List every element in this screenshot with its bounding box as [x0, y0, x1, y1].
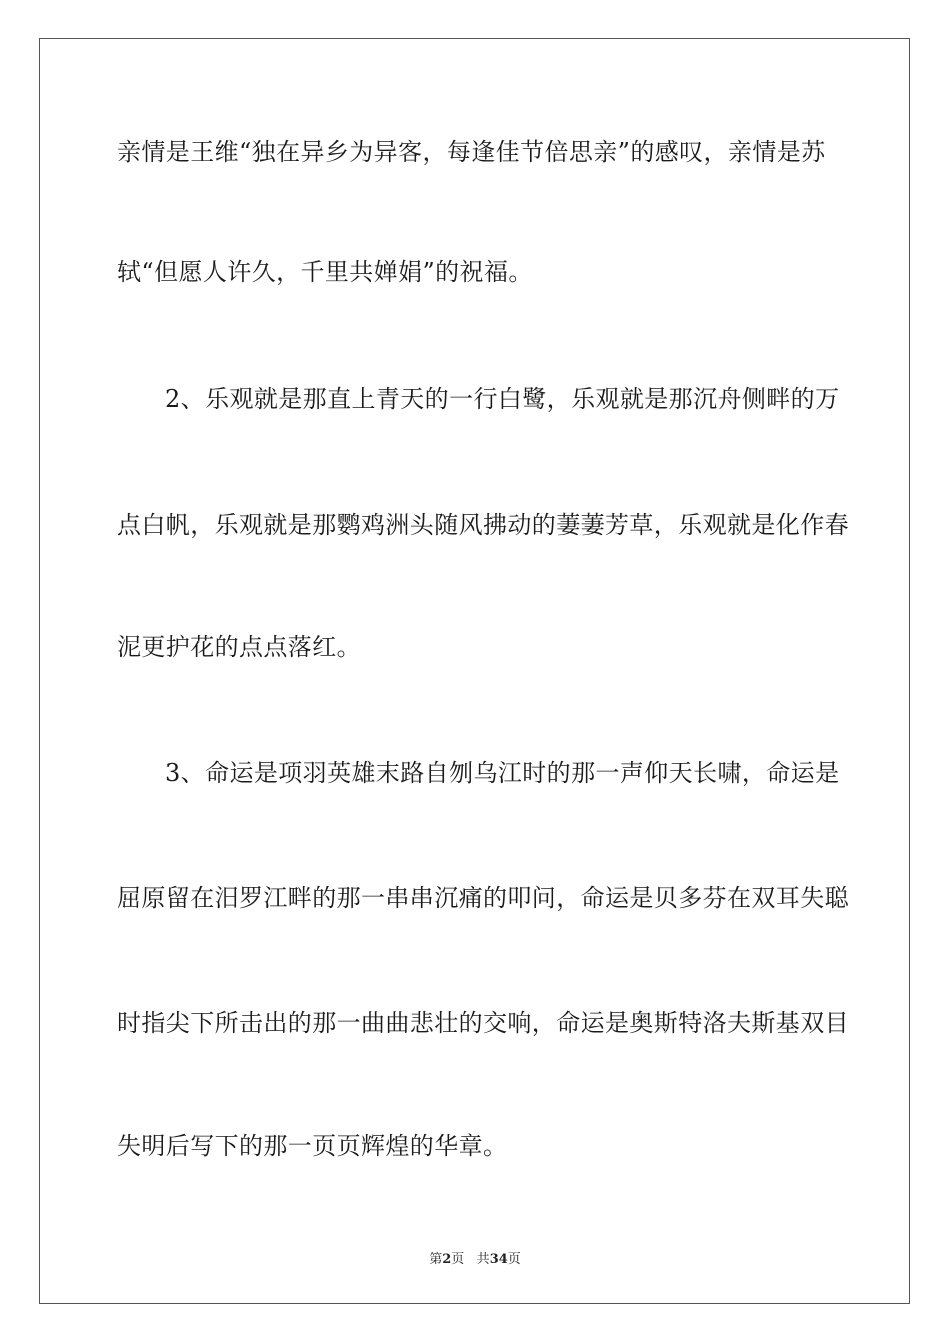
page-footer: [0, 1248, 950, 1267]
text-line-3: 2、乐观就是那直上青天的一行白鹭，乐观就是那沉舟侧畔的万: [165, 385, 840, 413]
text-line-8: 时指尖下所击出的那一曲曲悲壮的交响，命运是奥斯特洛夫斯基双目: [117, 1009, 849, 1037]
text-line-1: 亲情是王维“独在异乡为异客，每逢佳节倍思亲”的感叹，亲情是苏: [117, 138, 826, 166]
total-pages: 34: [489, 1252, 508, 1267]
text-line-9: 失明后写下的那一页页辉煌的华章。: [117, 1132, 508, 1160]
page-prefix: 第: [429, 1252, 443, 1267]
total-prefix: 共: [476, 1252, 490, 1267]
text-line-4: 点白帆，乐观就是那鹦鸡洲头随风拂动的萋萋芳草，乐观就是化作春: [117, 511, 849, 539]
total-suffix: 页: [507, 1252, 521, 1267]
text-line-6: 3、命运是项羽英雄末路自刎乌江时的那一声仰天长啸，命运是: [165, 759, 840, 787]
text-line-5: 泥更护花的点点落红。: [117, 633, 361, 661]
page-number: 2: [442, 1252, 452, 1267]
text-line-7: 屈原留在汨罗江畔的那一串串沉痛的叩问，命运是贝多芬在双耳失聪: [117, 884, 849, 912]
page-border: [39, 38, 910, 1304]
text-line-2: 轼“但愿人许久，千里共婵娟”的祝福。: [117, 258, 533, 286]
page-suffix: 页: [451, 1252, 465, 1267]
